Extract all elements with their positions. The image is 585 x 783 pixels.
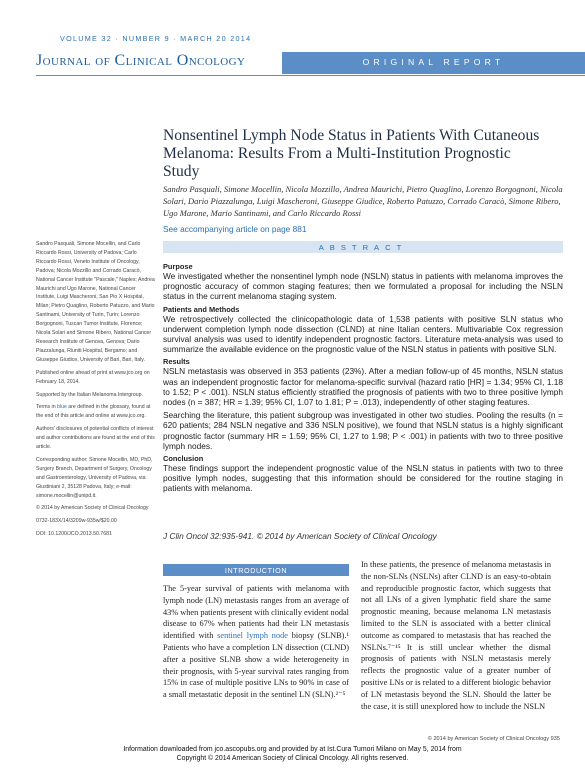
footer-copyright: Copyright © 2014 American Society of Clinical Oncology. All rights reserved. — [176, 754, 409, 762]
journal-name: Journal of Clinical Oncology — [36, 52, 246, 69]
author-list: Sandro Pasquali, Simone Mocellin, Nicola Mozzillo, Andrea Maurichi, Pietro Quaglino, Lorenzo Borgognoni, Nicola Solari, Dario Piazzalunga, Luigi Mascheroni, Giuseppe Giudice, Roberto Patuzzo, Corrado Caracò, Simone Ribero, Ugo Marone, Mario Santinami, and Carlo Riccardo Rossi — [163, 184, 563, 218]
citation: J Clin Oncol 32:935-941. © 2014 by American Society of Clinical Oncology — [163, 531, 437, 541]
conclusion-heading: Conclusion — [163, 454, 204, 464]
published-note: Published online ahead of print at www.jco.org on February 18, 2014. — [36, 369, 150, 385]
results-text-2: Searching the literature, this patient subgroup was investigated in other two studies. Pooling the results (n = 620 patients; 284 NSLN negative and 336 NSLN positive), we found that NSLN status is a highly significant prognostic factor (summary HR = 1.59; 95% CI, 1.27 to 1.98; P < .001) in patients with two to three positive lymph nodes. — [163, 410, 563, 451]
glossary-pre: Terms in — [36, 404, 58, 411]
download-footer — [20, 746, 565, 764]
sentinel-lymph-node-link[interactable]: sentinel lymph node — [217, 631, 288, 641]
volume-line: VOLUME 32 · NUMBER 9 · MARCH 20 2014 — [60, 34, 252, 43]
purpose-text: We investigated whether the nonsentinel lymph node (NSLN) status in patients with melanoma improves the prognostic accuracy of common staging features; then we formulated a proposal for including the NSLN status in the current melanoma staging system. — [163, 271, 563, 302]
sidebar — [36, 240, 156, 543]
issn: 0732-183X/14/3209w-935w/$20.00 — [36, 518, 117, 525]
glossary-note — [36, 403, 156, 421]
results-heading: Results — [163, 357, 190, 367]
page-footer: © 2014 by American Society of Clinical Oncology 935 — [427, 736, 560, 742]
article-title: Nonsentinel Lymph Node Status in Patients With Cutaneous Melanoma: Results From a Multi-Institution Prognostic Study — [163, 127, 540, 180]
disclosures-note: Authors' disclosures of potential conflicts of interest and author contributions are found at the end of this article. — [36, 426, 155, 451]
abstract — [163, 262, 563, 497]
abstract-label: ABSTRACT — [318, 243, 408, 252]
sidebar-copyright: © 2014 by American Society of Clinical Oncology — [36, 505, 149, 512]
header-rule — [36, 75, 585, 76]
methods-heading: Patients and Methods — [163, 304, 240, 314]
results-text-1: NSLN metastasis was observed in 353 patients (23%). After a median follow-up of 45 months, NSLN status was an independent prognostic factor for melanoma-specific survival (hazard ratio [HR] = 1.34; 95% CI, 1.18 to 1.52; P < .001). NSLN status efficiently stratified the prognosis of patients with two to three positive lymph nodes (n = 387; HR = 1.39; 95% CI, 1.07 to 1.81; P = .013), independently of other staging features. — [163, 366, 563, 408]
corresponding-author: Corresponding author: Simone Mocellin, MD, PhD, Surgery Branch, Department of Surgery, Oncology and Gastroenterology, University of Padova, via Giustiniani 2, 35128 Padova, Italy; e-mail: simone.mocellin@unipd.it. — [36, 456, 153, 499]
intro-heading: INTRODUCTION — [224, 566, 288, 575]
methods-text: We retrospectively collected the clinicopathologic data of 1,538 patients with positive SLN status who underwent completion lymph node dissection (CLND) at nine Italian centers. Multivariable Cox regression survival analysis was used to identify independent prognostic factors. Literature meta-analysis was used to summarize the available evidence on the prognostic value of the NSLN status in patients with positive SLN. — [163, 313, 563, 355]
affiliations: Sandro Pasquali, Simone Mocellin, and Carlo Riccardo Rossi, University of Padova; Carlo Riccardo Rossi, Veneto Institute of Oncology, Padova; Nicola Mozzillo and Corrado Caracò, National Cancer Institute "Pascale," Naples; Andrea Maurichi and Ugo Marone, National Cancer Institute, Luigi Mascheroni, San Pio X Hospital, Milan; Pietro Quaglino, Roberto Patuzzo, and Mario Santinami, University of Turin, Turin; Lorenzo Borgognoni, Tuscan Tumor Institute, Florence; Nicola Solari and Simone Ribero, National Cancer Research Institute of Genova, Genova; Dario Piazzalunga, Riuniti Hospital, Bergamo; and Giuseppe Giudice, University of Bari, Bari, Italy. — [36, 241, 155, 363]
col1-text-b: biopsy (SLNB).¹ Patients who have a completion LN dissection (CLND) after a positive SLNB show a wide heterogeneity in their prognosis, with 5-year survival rates ranging from 15% in case of multiple positive LNs to 90% in case of a small metastatic deposit in the sentinel LN (SLN).²⁻⁵ — [163, 631, 349, 700]
glossary-link[interactable]: blue — [57, 404, 67, 411]
support-note: Supported by the Italian Melanoma Intergroup. — [36, 391, 143, 398]
accompanying-article-link[interactable]: See accompanying article on page 881 — [163, 224, 307, 234]
download-line: Information downloaded from jco.ascopubs.org and provided by at Ist.Cura Tumori Milano on May 5, 2014 from — [123, 746, 462, 753]
doi: DOI: 10.1200/JCO.2013.50.7681 — [36, 531, 112, 538]
body-column-2: In these patients, the presence of melanoma metastasis in the non-SLNs (NSLNs) after CLND is an easy-to-obtain and reproducible prognostic factor, which suggests that not all LNs of a given lymphatic field share the same prognostic meaning, because melanoma LN metastasis limited to the SLN is associated with a better clinical outcome as compared to metastasis that has reached the NSLNs.⁷⁻¹⁵ It is still unclear whether the dismal prognosis of patients with NSLN metastasis merely reflects the prognostic value of a greater number of positive LNs or is related to a different biologic behavior of LN metastasis beyond the SLN. Should the latter be the case, it is still unexplored how to include the NSLN — [361, 560, 551, 711]
body-column-1 — [163, 583, 349, 701]
col1-text-a: The 5-year survival of patients with melanoma with lymph node (LN) metastasis ranges from an average of 43% when patients present with clinically evident nodal disease to 67% when patients had their LN metastasis identified with — [163, 584, 349, 641]
section-label: ORIGINAL REPORT — [362, 57, 505, 67]
conclusion-text: These findings support the independent prognostic value of the NSLN status in patients with two to three positive lymph nodes, suggesting that this information should be considered for the routine staging in patients with melanoma. — [163, 463, 563, 494]
purpose-heading: Purpose — [163, 262, 193, 271]
glossary-post: are defined in the glossary, found at the end of this article and online at www.jco.org. — [36, 404, 151, 420]
